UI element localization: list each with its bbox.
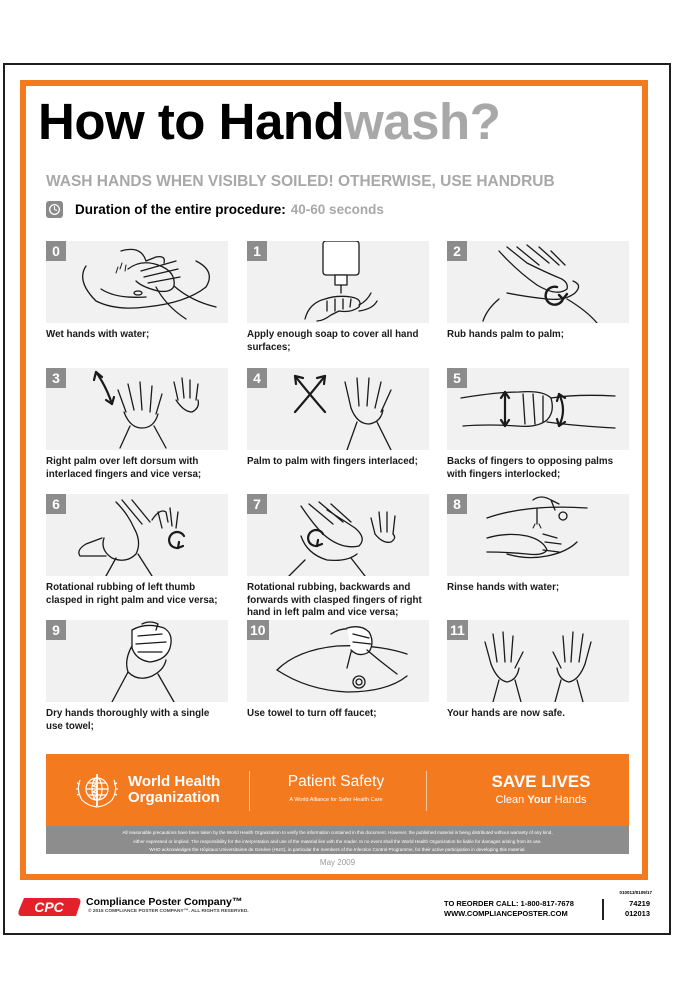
palm-to-palm-icon: [447, 241, 629, 323]
step-5: [447, 368, 629, 481]
subtitle: WASH HANDS WHEN VISIBLY SOILED! OTHERWISE, USE HANDRUB: [46, 173, 555, 190]
company-name: Compliance Poster Company™: [86, 896, 243, 908]
step-3: [46, 368, 228, 481]
step-caption: Rotational rubbing of left thumb clasped in right palm and vice versa;: [46, 582, 218, 606]
clock-icon: [46, 201, 63, 218]
who-name: World Health Organization: [128, 773, 221, 806]
step-illustration: [247, 620, 429, 702]
step-number: 3: [46, 368, 66, 388]
step-10: [247, 620, 429, 721]
step-11: [447, 620, 629, 721]
wet-hands-icon: [46, 241, 228, 323]
step-number: 2: [447, 241, 467, 261]
safe-hands-icon: [447, 620, 629, 702]
step-6: [46, 494, 228, 607]
step-7: [247, 494, 429, 620]
step-illustration: [247, 494, 429, 576]
step-8: [447, 494, 629, 595]
step-number: 0: [46, 241, 66, 261]
fingertip-rubbing-icon: [247, 494, 429, 576]
step-caption: Right palm over left dorsum with interlaced fingers and vice versa;: [46, 456, 202, 480]
page-title: How to Handwash?: [38, 93, 501, 150]
cpc-logo: [18, 896, 82, 923]
step-2: [447, 241, 629, 342]
save-lives-title: SAVE LIVES: [491, 772, 591, 791]
product-code-small: 010013/0109/17: [619, 890, 652, 895]
publication-date: May 2009: [319, 858, 356, 867]
step-caption: Palm to palm with fingers interlaced;: [247, 456, 418, 467]
step-number: 10: [247, 620, 269, 640]
step-caption: Rotational rubbing, backwards and forwards with clasped fingers of right hand in left palm and vice versa;: [247, 582, 422, 618]
svg-text:CPC: CPC: [34, 899, 64, 915]
step-1: [247, 241, 429, 354]
dry-hands-towel-icon: [46, 620, 228, 702]
step-caption: Backs of fingers to opposing palms with fingers interlocked;: [447, 456, 614, 480]
step-illustration: [447, 620, 629, 702]
step-illustration: [46, 241, 228, 323]
step-caption: Wet hands with water;: [46, 329, 150, 340]
backs-of-fingers-icon: [447, 368, 629, 450]
footer: [18, 890, 654, 930]
step-number: 11: [447, 620, 468, 640]
step-number: 5: [447, 368, 467, 388]
step-illustration: [447, 241, 629, 323]
step-0: [46, 241, 228, 342]
step-caption: Your hands are now safe.: [447, 708, 565, 719]
step-caption: Apply enough soap to cover all hand surfaces;: [247, 329, 419, 353]
step-number: 1: [247, 241, 267, 261]
turn-off-faucet-icon: [247, 620, 429, 702]
disclaimer: All reasonable precautions have been taken by the World Health Organization to verify the information contained in this document. However, the published material is being distributed without warranty of any kind, either expressed or implied. The responsibility for the interpretation and use of the material lies with the reader. In no event shall the World Health Organization be liable for damages arising from its use. WHO acknowledges the Hôpitaux Universitaires de Genève (HUG), in particular the members of the Infection Control Programme, for their active participation in developing this material.: [46, 826, 629, 854]
step-illustration: [247, 368, 429, 450]
step-caption: Use towel to turn off faucet;: [247, 708, 377, 719]
step-illustration: [247, 241, 429, 323]
step-illustration: [46, 368, 228, 450]
step-9: [46, 620, 228, 733]
step-caption: Rub hands palm to palm;: [447, 329, 565, 340]
soap-dispenser-icon: [247, 241, 429, 323]
who-emblem-icon: [72, 770, 122, 815]
step-caption: Rinse hands with water;: [447, 582, 560, 593]
step-number: 4: [247, 368, 267, 388]
step-illustration: [46, 620, 228, 702]
step-number: 8: [447, 494, 467, 514]
step-number: 7: [247, 494, 267, 514]
palm-over-dorsum-icon: [46, 368, 228, 450]
step-4: [247, 368, 429, 469]
patient-safety-subtitle: A World Alliance for Safer Health Care: [289, 797, 383, 803]
who-banner: [46, 754, 629, 826]
step-number: 9: [46, 620, 66, 640]
step-illustration: [447, 494, 629, 576]
step-illustration: [447, 368, 629, 450]
copyright: © 2015 COMPLIANCE POSTER COMPANY™. ALL RIGHTS RESERVED.: [88, 909, 249, 914]
patient-safety-title: Patient Safety: [287, 773, 385, 790]
step-caption: Dry hands thoroughly with a single use towel;: [46, 708, 210, 732]
fingers-interlaced-icon: [247, 368, 429, 450]
rinse-hands-icon: [447, 494, 629, 576]
banner-divider: [249, 771, 250, 811]
thumb-rubbing-icon: [46, 494, 228, 576]
banner-divider: [426, 771, 427, 811]
step-illustration: [46, 494, 228, 576]
clean-hands-slogan: Clean Your Hands: [495, 794, 587, 806]
footer-divider: [602, 899, 604, 920]
step-number: 6: [46, 494, 66, 514]
reorder-info: TO REORDER CALL: 1-800-817-7678 WWW.COMPLIANCEPOSTER.COM: [444, 899, 574, 918]
product-codes: 74219 012013: [624, 899, 650, 918]
duration-line: Duration of the entire procedure: 40-60 seconds: [46, 199, 384, 219]
